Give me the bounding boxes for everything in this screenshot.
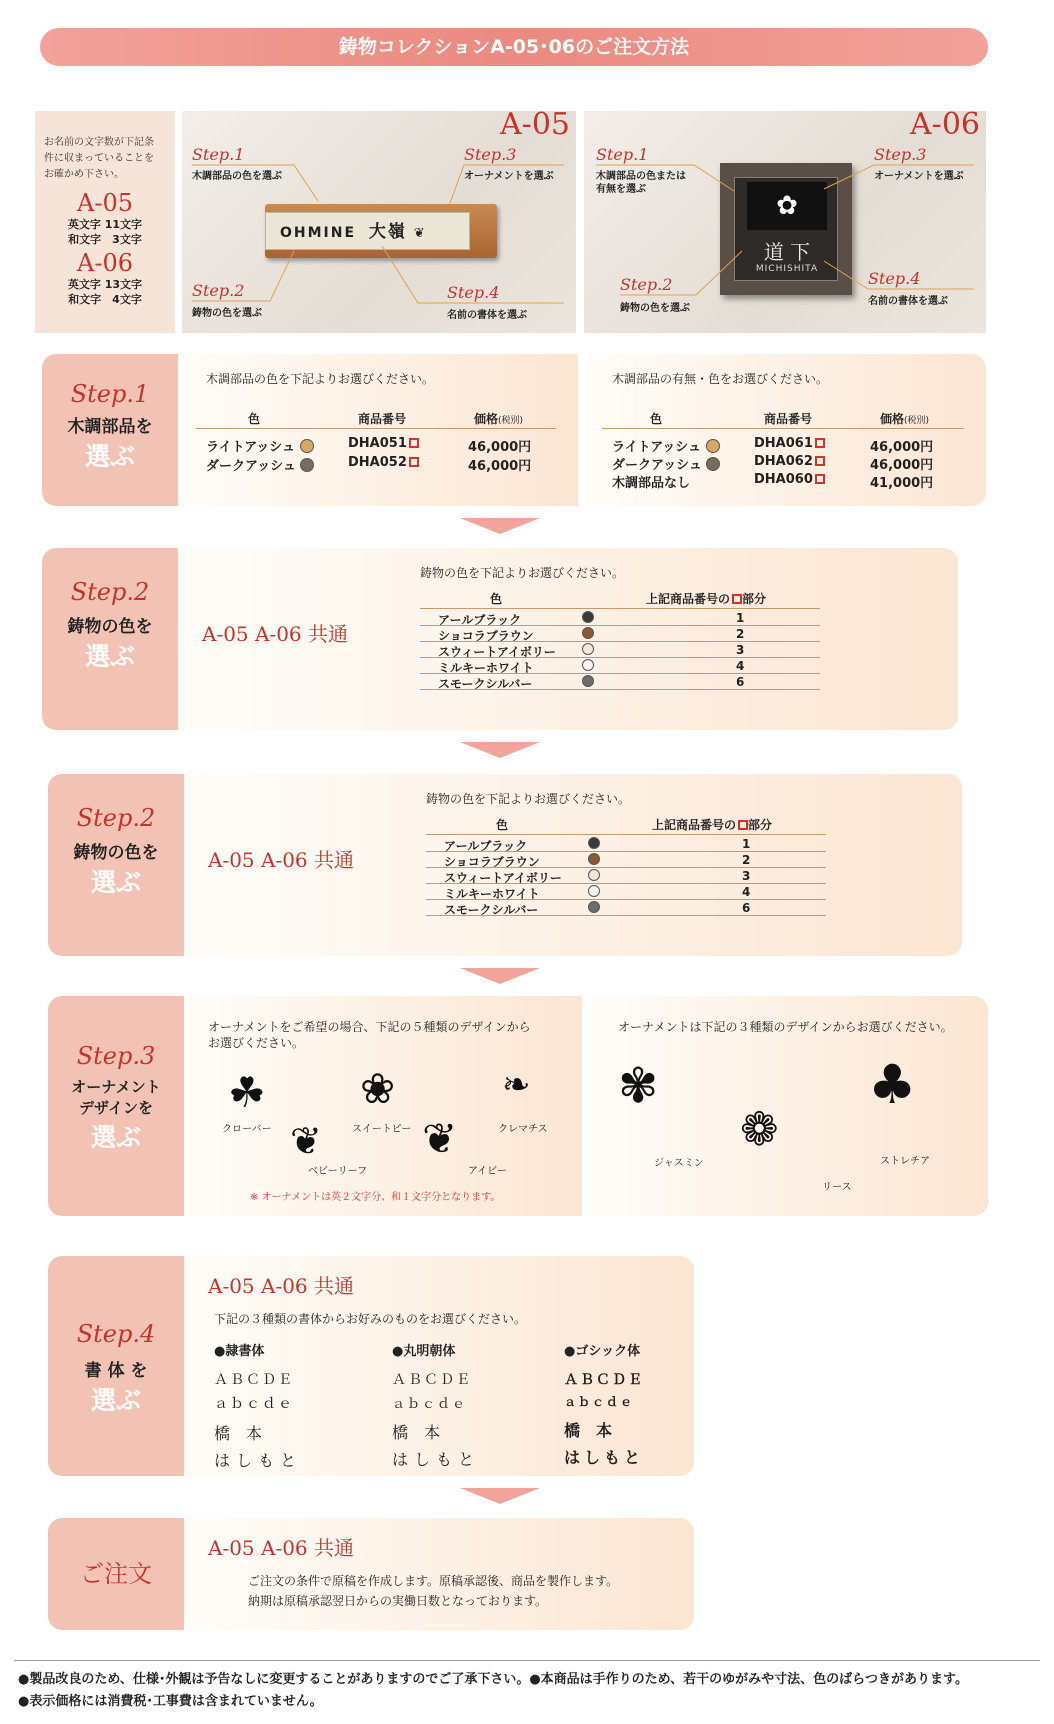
a05-model: A-05 (77, 189, 133, 217)
step1-a06-intro: 木調部品の有無・色をお選びください。 (612, 372, 829, 386)
font-sample-kanji: 橋 本 (214, 1424, 263, 1443)
ornament-label: クローバー (222, 1124, 272, 1135)
step2-common-label: A-05 A-06 共通 (202, 622, 349, 646)
step2-repeat-col-color: 色 (496, 818, 509, 832)
a06-step2-label: Step.2 (620, 275, 673, 294)
ornament-label: アイビー (468, 1166, 507, 1177)
casting-color-swatch (582, 627, 594, 639)
ornament-label: リース (822, 1182, 852, 1193)
flow-arrow-icon (460, 968, 540, 984)
step1-a05-col-color: 色 (248, 412, 261, 426)
order-label: ご注文 (80, 1560, 152, 1588)
casting-color-swatch (588, 901, 600, 913)
a05-step3-desc: オーナメントを選ぶ (464, 171, 554, 182)
a05-step1-label: Step.1 (192, 145, 245, 164)
step3-a05-intro: オーナメントをご希望の場合、下記の５種類のデザインから (208, 1020, 531, 1034)
flow-arrow-icon (460, 1488, 540, 1504)
casting-color-number: 4 (736, 659, 745, 673)
flower-icon: ✿ (747, 182, 827, 230)
font-sample-lower: ａｂｃｄｅ (214, 1396, 294, 1412)
ornament-label: ベビーリーフ (308, 1166, 368, 1177)
font-sample-kanji: 橋 本 (564, 1421, 613, 1440)
step3-title: オーナメント (71, 1078, 161, 1096)
order-side-label (48, 1518, 184, 1630)
product-price: 46,000円 (468, 440, 532, 455)
step3-a05-intro-2: お選びください。 (208, 1036, 305, 1050)
casting-color-swatch (582, 643, 594, 655)
a06-step2-desc: 鋳物の色を選ぶ (620, 303, 690, 314)
product-code: DHA062 (754, 454, 813, 469)
font-name: ●ゴシック体 (564, 1344, 641, 1359)
step2-label: Step.2 (70, 578, 150, 606)
casting-color-row (420, 626, 820, 642)
a05-ja-limit: 和文字 3文字 (68, 233, 142, 246)
step1-a05-col-price: 価格 (474, 412, 499, 426)
step4-panel (184, 1256, 694, 1476)
step1-a06-col-price: 価格 (880, 412, 905, 426)
step1-a06-col-tax: (税別) (904, 416, 930, 426)
casting-color-row (426, 852, 826, 868)
casting-color-name: スモークシルバー (444, 903, 539, 917)
product-price: 41,000円 (870, 476, 934, 491)
ornament-label: クレマチス (498, 1124, 548, 1135)
step3-side-label (48, 996, 184, 1216)
footer-note-2: ●表示価格には消費税･工事費は含まれていません。 (18, 1694, 323, 1709)
step1-a06-col-color: 色 (650, 412, 663, 426)
casting-color-row (420, 658, 820, 674)
step1-title-emphasis: 選ぶ (84, 442, 135, 471)
font-sample-upper: ＡＢＣＤＥ (392, 1372, 472, 1388)
casting-color-swatch (588, 853, 600, 865)
clover-icon: ☘ (228, 1068, 266, 1117)
order-panel (184, 1518, 694, 1630)
a06-step3-desc: オーナメントを選ぶ (874, 171, 964, 182)
a05-step3-label: Step.3 (464, 145, 517, 164)
a05-plate-ja: 大嶺 (368, 222, 407, 242)
casting-color-name: ミルキーホワイト (444, 887, 540, 901)
step1-a05-panel (178, 354, 578, 506)
a06-en-limit: 英文字 13文字 (67, 278, 143, 291)
a06-step4-label: Step.4 (868, 269, 921, 288)
note-line: お名前の文字数が下記条 (44, 137, 154, 148)
ivy-icon: ❦ (422, 1114, 458, 1163)
step2-panel (178, 548, 958, 730)
step1-a05-col-code: 商品番号 (358, 412, 407, 426)
product-price: 46,000円 (468, 459, 532, 474)
note-line: 件に収まっていることを (44, 153, 154, 164)
placeholder-box-icon (738, 820, 748, 830)
font-reisho (214, 1340, 374, 1471)
a06-photo-model: A-06 (910, 107, 980, 142)
casting-color-row (420, 610, 820, 626)
casting-color-name: ショコラブラウン (444, 855, 540, 869)
font-sample-kanji: 橋 本 (392, 1423, 441, 1442)
ornament-note: ※ オーナメントは英２文字分、和１文字分となります。 (250, 1192, 501, 1203)
wreath-icon: ❁ (740, 1102, 779, 1156)
light-ash-swatch (300, 439, 314, 453)
wood-color-name: 木調部品なし (612, 476, 691, 491)
step4-side-label (48, 1256, 184, 1476)
a06-step3-label: Step.3 (874, 145, 927, 164)
font-sample-lower: ａｂｃｄｅ (564, 1395, 635, 1409)
clematis-icon: ❧ (502, 1065, 531, 1105)
casting-color-number: 3 (742, 869, 751, 883)
font-sample-kana: はしもと (214, 1451, 303, 1470)
step4-title-emphasis: 選ぶ (90, 1386, 141, 1415)
wood-color-name: ダークアッシュ (612, 458, 702, 473)
a05-step2-label: Step.2 (192, 281, 245, 300)
step1-a06-col-code: 商品番号 (764, 412, 813, 426)
step1-side-label (42, 354, 178, 506)
casting-color-swatch (582, 611, 594, 623)
a05-photo-model: A-05 (500, 107, 570, 142)
product-code: DHA060 (754, 472, 813, 487)
light-ash-swatch (706, 439, 720, 453)
step2-side-label (42, 548, 178, 730)
dark-ash-swatch (300, 458, 314, 472)
wood-color-name: ライトアッシュ (206, 440, 296, 455)
a06-model: A-06 (77, 249, 133, 277)
dark-ash-swatch (706, 457, 720, 471)
casting-color-name: ミルキーホワイト (438, 661, 534, 675)
order-common-label: A-05 A-06 共通 (208, 1536, 355, 1560)
step2-col-color: 色 (490, 592, 503, 606)
strelitzia-icon: ♣ (868, 1053, 917, 1116)
ornament-label: ストレチア (880, 1156, 930, 1167)
step2-repeat-col-part-suffix: 部分 (748, 818, 773, 832)
step2-repeat-panel (184, 774, 962, 956)
placeholder-box-icon (732, 594, 742, 604)
casting-color-swatch (582, 675, 594, 687)
flow-arrow-icon (460, 742, 540, 758)
a05-en-limit: 英文字 11文字 (67, 218, 143, 231)
font-name: ●丸明朝体 (392, 1344, 456, 1359)
sweet-pea-icon: ❀ (360, 1064, 396, 1113)
step2-repeat-title: 鋳物の色を (73, 843, 159, 863)
step4-intro: 下記の３種類の書体からお好みのものをお選びください。 (214, 1312, 527, 1326)
a06-photo (584, 107, 986, 333)
casting-color-row (426, 868, 826, 884)
font-sample-kana: はしもと (392, 1450, 481, 1469)
step3-title-emphasis: 選ぶ (90, 1123, 141, 1152)
casting-color-number: 4 (742, 885, 751, 899)
step2-title-emphasis: 選ぶ (84, 642, 135, 671)
product-price: 46,000円 (870, 458, 934, 473)
casting-color-name: ショコラブラウン (438, 629, 534, 643)
note-line: お確かめ下さい。 (44, 169, 124, 180)
a06-step1-desc2: 有無を選ぶ (596, 184, 646, 195)
casting-color-row (426, 836, 826, 852)
step4-title: 書 体 を (84, 1361, 148, 1381)
page-title: 鋳物コレクションA-05･06のご注文方法 (40, 28, 988, 66)
casting-color-swatch (582, 659, 594, 671)
step2-col-part: 上記商品番号の (646, 592, 731, 606)
casting-color-name: スモークシルバー (438, 677, 533, 691)
font-sample-upper: ＡＢＣＤＥ (214, 1372, 294, 1388)
font-gothic (564, 1340, 694, 1468)
step2-repeat-title-emphasis: 選ぶ (90, 868, 141, 897)
step3-title-2: デザインを (79, 1099, 153, 1117)
step1-a06-panel (584, 354, 986, 506)
casting-color-number: 1 (736, 611, 745, 625)
casting-color-swatch (588, 869, 600, 881)
step2-title: 鋳物の色を (67, 617, 153, 637)
step3-a05-panel (184, 996, 582, 1216)
footer-note-1: ●製品改良のため、仕様･外観は予告なしに変更することがありますのでご了承下さい。●本商品は手作りのため、若干のゆがみや寸法、色のばらつきがあります。 (18, 1672, 968, 1687)
order-line-1: ご注文の条件で原稿を作成します。原稿承認後、商品を製作します。 (248, 1574, 619, 1588)
casting-color-name: スウィートアイボリー (444, 871, 562, 885)
product-code: DHA052 (348, 455, 407, 470)
font-sample-lower: ａｂｃｄｅ (392, 1397, 468, 1412)
product-code: DHA061 (754, 436, 813, 451)
ornament-label: スイートピー (352, 1124, 412, 1135)
a05-step2-desc: 鋳物の色を選ぶ (192, 308, 262, 319)
a05-step4-desc: 名前の書体を選ぶ (447, 310, 527, 321)
font-name: ●隷書体 (214, 1344, 265, 1359)
casting-color-row (420, 642, 820, 658)
product-price: 46,000円 (870, 440, 934, 455)
step1-a05-intro: 木調部品の色を下記よりお選びください。 (206, 372, 435, 386)
a05-callout-lines (182, 111, 576, 333)
a05-photo (182, 107, 576, 333)
casting-color-swatch (588, 885, 600, 897)
casting-color-row (426, 900, 826, 916)
ornament-label: ジャスミン (654, 1158, 704, 1169)
a06-ja-limit: 和文字 4文字 (68, 293, 142, 306)
font-sample-kana: はしもと (564, 1448, 645, 1467)
jasmine-icon: ✾ (618, 1058, 659, 1114)
a06-step1-label: Step.1 (596, 145, 649, 164)
step3-a06-panel (590, 996, 988, 1216)
a06-plate-ja: 道 下 (763, 240, 811, 264)
placeholder-box-icon (409, 457, 419, 467)
step2-repeat-label: Step.2 (76, 804, 156, 832)
font-maru-mincho (392, 1340, 552, 1470)
placeholder-box-icon (409, 438, 419, 448)
casting-color-number: 6 (742, 901, 751, 915)
casting-color-row (420, 674, 820, 690)
char-limit-note (35, 111, 175, 333)
a06-step4-desc: 名前の書体を選ぶ (868, 296, 948, 307)
a06-step1-desc1: 木調部品の色または (596, 171, 686, 182)
step2-intro: 鋳物の色を下記よりお選びください。 (420, 566, 625, 580)
step3-a06-intro: オーナメントは下記の３種類のデザインからお選びください。 (618, 1020, 953, 1034)
step2-repeat-col-part: 上記商品番号の (652, 818, 737, 832)
casting-color-number: 1 (742, 837, 751, 851)
casting-color-swatch (588, 837, 600, 849)
baby-leaf-icon: ❦ (290, 1119, 322, 1163)
a05-step1-desc: 木調部品の色を選ぶ (192, 171, 282, 182)
a05-step4-label: Step.4 (447, 283, 500, 302)
step4-label: Step.4 (76, 1320, 156, 1348)
step3-label: Step.3 (76, 1042, 156, 1070)
step2-repeat-intro: 鋳物の色を下記よりお選びください。 (426, 792, 631, 806)
a05-plate-en: OHMINE (280, 225, 357, 241)
step2-repeat-side-label (48, 774, 184, 956)
casting-color-name: スウィートアイボリー (438, 645, 556, 659)
leaf-icon: ❦ (413, 226, 427, 241)
casting-color-number: 6 (736, 675, 745, 689)
font-sample-upper: ＡＢＣＤＥ (564, 1372, 644, 1388)
step2-col-part-suffix: 部分 (742, 592, 767, 606)
casting-color-name: アールブラック (444, 839, 528, 853)
step2-repeat-common-label: A-05 A-06 共通 (208, 848, 355, 872)
placeholder-box-icon (815, 474, 825, 484)
step4-common-label: A-05 A-06 共通 (208, 1274, 355, 1298)
flow-arrow-icon (460, 518, 540, 534)
wood-color-name: ダークアッシュ (206, 459, 296, 474)
placeholder-box-icon (815, 456, 825, 466)
step1-title: 木調部品を (67, 417, 153, 437)
a06-callout-lines (584, 111, 986, 333)
casting-color-number: 2 (742, 853, 751, 867)
step1-label: Step.1 (70, 380, 150, 408)
casting-color-row (426, 884, 826, 900)
product-code: DHA051 (348, 436, 407, 451)
casting-color-number: 2 (736, 627, 745, 641)
a06-plate-en: MICHISHITA (755, 264, 819, 274)
casting-color-number: 3 (736, 643, 745, 657)
step1-a05-col-tax: (税別) (498, 416, 524, 426)
placeholder-box-icon (815, 438, 825, 448)
casting-color-name: アールブラック (438, 613, 522, 627)
order-line-2: 納期は原稿承認翌日からの実働日数となっております。 (248, 1594, 548, 1608)
wood-color-name: ライトアッシュ (612, 440, 702, 455)
